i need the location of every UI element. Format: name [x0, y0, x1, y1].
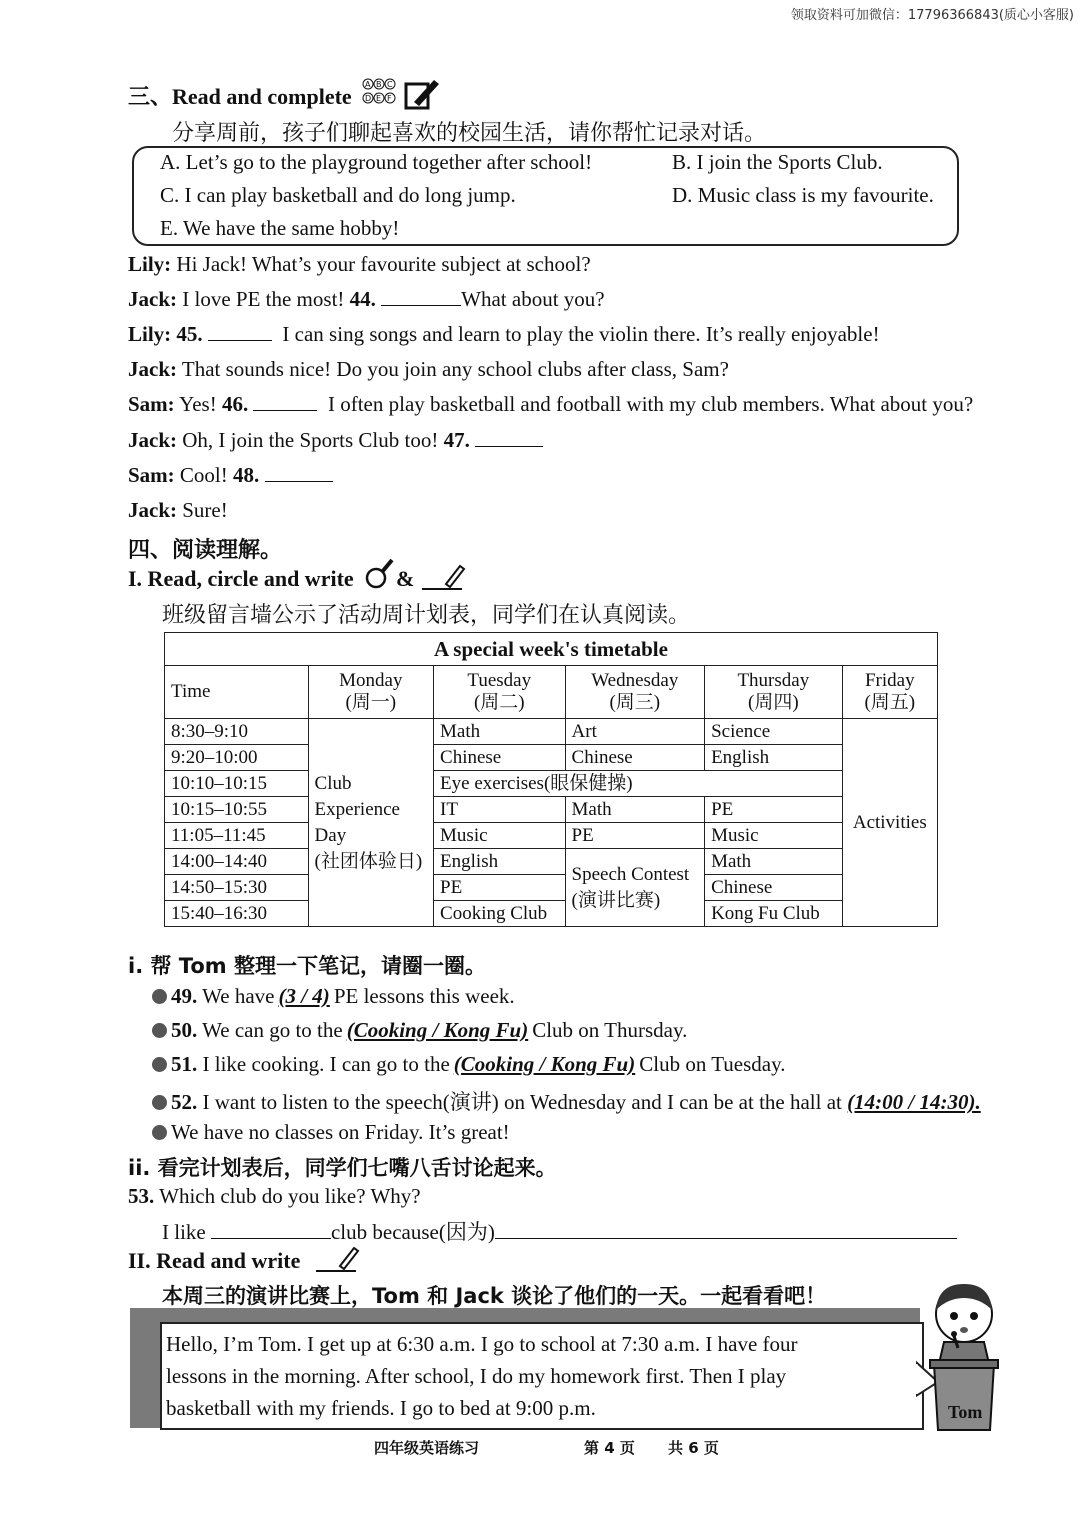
eye-exercises-cell: Eye exercises(眼保健操) [434, 771, 843, 797]
watermark: 领取资料可加微信：17796366843(质心小客服) [790, 8, 1074, 23]
day-header-tuesday: Tuesday (周二) [434, 666, 566, 719]
time-cell: 10:10–10:15 [165, 771, 309, 797]
svg-text:C: C [387, 80, 393, 89]
choice-49[interactable]: (3 / 4) [278, 984, 330, 1008]
section4-heading: 四、阅读理解。 [128, 538, 283, 563]
svg-text:F: F [387, 94, 392, 103]
svg-text:A: A [365, 80, 371, 89]
question-51: 51. I like cooking. I can go to the (Cooking / Kong Fu) Club on Tuesday. [152, 1052, 786, 1077]
dialogue-text: What about you? [461, 287, 605, 311]
speaker: Jack: [128, 287, 177, 311]
section3-title: Read and complete [172, 84, 352, 109]
dialogue-text: Cool! [179, 463, 228, 487]
thursday-cell: Science [705, 719, 843, 745]
tuesday-cell: English [434, 849, 566, 875]
tuesday-cell: Music [434, 823, 566, 849]
friday-activities: Activities [842, 719, 937, 927]
question-number: 47. [443, 428, 470, 452]
part2-heading: II. Read and write [128, 1248, 301, 1273]
abc-pencil-icon [362, 76, 442, 112]
option-d: D. Music class is my favourite. [672, 183, 934, 207]
thursday-cell: English [705, 745, 843, 771]
question-number: 45. [176, 322, 203, 346]
section3-number: 三、 [128, 84, 173, 109]
thursday-cell: Music [705, 823, 843, 849]
question-53-answer-line: I like club because(因为) [162, 1216, 957, 1246]
svg-text:D: D [365, 94, 372, 103]
option-b: B. I join the Sports Club. [672, 150, 883, 174]
timetable [164, 632, 938, 927]
tuesday-cell: Chinese [434, 745, 566, 771]
dialogue-text: I often play basketball and football with my club members. What about you? [327, 392, 974, 416]
question-53: 53. Which club do you like? Why? [128, 1184, 421, 1208]
tuesday-cell: Math [434, 719, 566, 745]
tuesday-cell: Cooking Club [434, 901, 566, 927]
answer-blank-48[interactable] [265, 463, 333, 482]
part1-amp: & [396, 566, 415, 591]
answer-blank-45[interactable] [208, 322, 272, 341]
dialogue-line [128, 357, 729, 382]
question-number: 46. [221, 392, 249, 416]
dialogue-text: Sure! [182, 498, 228, 522]
part2-instruction: 本周三的演讲比赛上，Tom 和 Jack 谈论了他们的一天。一起看看吧！ [162, 1284, 827, 1308]
bullet-icon [152, 1095, 167, 1110]
dialogue-text: I can sing songs and learn to play the violin there. It’s really enjoyable! [282, 322, 880, 346]
question-49: 49. We have (3 / 4) PE lessons this week. [152, 984, 515, 1009]
timetable-title: A special week's timetable [165, 633, 938, 666]
podium-label: Tom [948, 1402, 983, 1422]
time-cell: 10:15–10:55 [165, 797, 309, 823]
day-header-thursday: Thursday (周四) [705, 666, 843, 719]
part1-heading [128, 566, 354, 592]
wednesday-cell: Chinese [565, 745, 705, 771]
dialogue-text: That sounds nice! Do you join any school clubs after class, Sam? [181, 357, 729, 381]
day-header-monday: Monday (周一) [308, 666, 433, 719]
dialogue-line [128, 392, 973, 417]
statement-friday: We have no classes on Friday. It’s great! [152, 1120, 510, 1145]
wednesday-cell: Math [565, 797, 705, 823]
option-e: E. We have the same hobby! [160, 216, 400, 240]
section3-heading [128, 80, 352, 111]
speaker: Jack: [128, 498, 177, 522]
pencil-write-icon [314, 1244, 362, 1274]
answer-blank-44[interactable] [381, 287, 461, 306]
dialogue-line [128, 322, 880, 347]
wednesday-cell: Art [565, 719, 705, 745]
option-c: C. I can play basketball and do long jump. [160, 183, 516, 207]
thursday-cell: Kong Fu Club [705, 901, 843, 927]
day-header-friday: Friday (周五) [842, 666, 937, 719]
bullet-icon [152, 1125, 167, 1140]
part1-instruction: 班级留言墙公示了活动周计划表，同学们在认真阅读。 [162, 603, 691, 628]
dialogue-text: Hi Jack! What’s your favourite subject at school? [176, 252, 591, 276]
answer-blank-46[interactable] [253, 392, 317, 411]
reason-blank[interactable] [495, 1220, 957, 1239]
dialogue-text: Yes! [179, 392, 217, 416]
footer-title: 四年级英语练习 [374, 1439, 480, 1457]
question-number: 48. [233, 463, 260, 487]
speaker: Sam: [128, 392, 175, 416]
speaker: Sam: [128, 463, 175, 487]
time-cell: 11:05–11:45 [165, 823, 309, 849]
dialogue-line [128, 463, 333, 488]
part1-title: I. Read, circle and write [128, 566, 354, 591]
dialogue-line [128, 498, 228, 523]
wednesday-speech-contest: Speech Contest (演讲比赛) [565, 849, 705, 927]
dialogue-text: Oh, I join the Sports Club too! [182, 428, 439, 452]
speaker: Jack: [128, 428, 177, 452]
monday-club-day: Club Experience Day (社团体验日) [308, 719, 433, 927]
question-52: 52. I want to listen to the speech(演讲) on Wednesday and I can be at the hall at (14:00 / 14:30). [152, 1086, 981, 1116]
dialogue-text: I love PE the most! [182, 287, 345, 311]
choice-52[interactable]: (14:00 / 14:30). [847, 1090, 981, 1114]
speaker: Lily: [128, 322, 172, 346]
sub-ii-heading: ii. 看完计划表后，同学们七嘴八舌讨论起来。 [128, 1156, 557, 1180]
dialogue-line [128, 252, 591, 277]
svg-text:E: E [376, 94, 382, 103]
question-50: 50. We can go to the (Cooking / Kong Fu) Club on Thursday. [152, 1018, 687, 1043]
pencil-write-icon [420, 562, 468, 592]
dialogue-line [128, 428, 543, 453]
dialogue-line [128, 287, 605, 312]
answer-blank-47[interactable] [475, 428, 543, 447]
svg-text:B: B [376, 80, 382, 89]
speaker: Jack: [128, 357, 177, 381]
day-header-wednesday: Wednesday (周三) [565, 666, 705, 719]
footer-total: 共 6 页 [668, 1439, 719, 1457]
time-header: Time [165, 666, 309, 719]
speaker: Lily: [128, 252, 172, 276]
choice-50[interactable]: (Cooking / Kong Fu) [346, 1018, 529, 1042]
tuesday-cell: IT [434, 797, 566, 823]
wednesday-cell: PE [565, 823, 705, 849]
circle-pencil-icon [364, 558, 394, 592]
tom-text: Hello, I’m Tom. I get up at 6:30 a.m. I go to school at 7:30 a.m. I have four lessons in the morning. After school, I do my homework first. Then I play basketball with my friends. I go to bed at 9:00 p.m. [166, 1332, 798, 1420]
section3-instruction: 分享周前，孩子们聊起喜欢的校园生活，请你帮忙记录对话。 [172, 121, 767, 146]
bullet-icon [152, 1023, 167, 1038]
choice-51[interactable]: (Cooking / Kong Fu) [453, 1052, 636, 1076]
time-cell: 15:40–16:30 [165, 901, 309, 927]
option-a: A. Let’s go to the playground together after school! [160, 150, 593, 174]
bullet-icon [152, 989, 167, 1004]
tuesday-cell: PE [434, 875, 566, 901]
time-cell: 9:20–10:00 [165, 745, 309, 771]
time-cell: 14:00–14:40 [165, 849, 309, 875]
sub-i-heading: i. 帮 Tom 整理一下笔记，请圈一圈。 [128, 954, 486, 978]
thursday-cell: Math [705, 849, 843, 875]
bullet-icon [152, 1057, 167, 1072]
footer-page: 第 4 页 [584, 1439, 635, 1457]
club-blank[interactable] [211, 1220, 331, 1239]
question-number: 44. [349, 287, 376, 311]
time-cell: 8:30–9:10 [165, 719, 309, 745]
thursday-cell: PE [705, 797, 843, 823]
time-cell: 14:50–15:30 [165, 875, 309, 901]
thursday-cell: Chinese [705, 875, 843, 901]
